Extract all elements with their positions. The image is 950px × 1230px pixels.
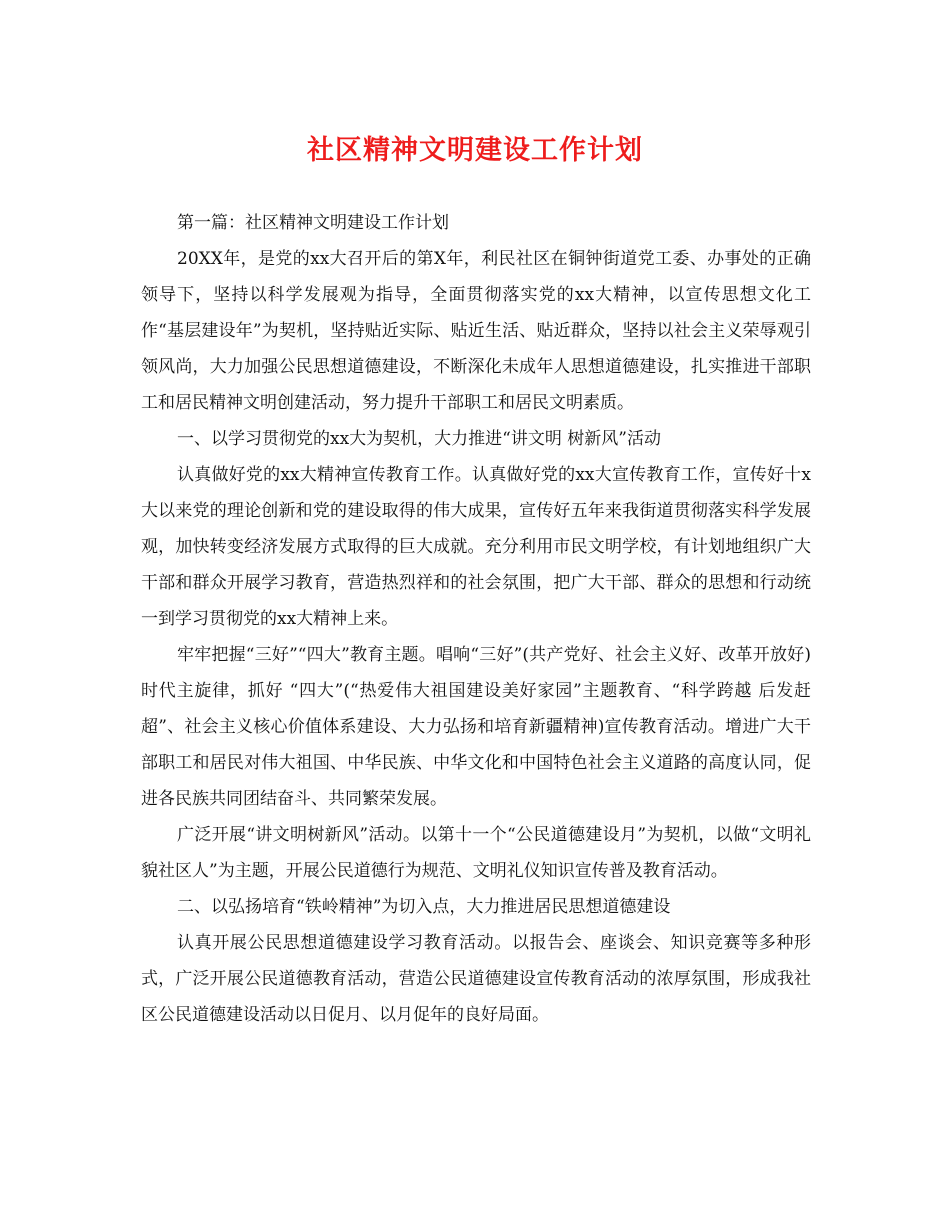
section-heading: 一、以学习贯彻党的xx大为契机，大力推进“讲文明 树新风”活动 <box>177 429 661 449</box>
paragraph: 20XX年，是党的xx大召开后的第X年，利民社区在铜钟街道党工委、办事处的正确领导下，坚持以科学发展观为指导，全面贯彻落实党的xx大精神，以宣传思想文化工作“基层建设年”为契机，坚持贴近实际、贴近生活、贴近群众，坚持以社会主义荣辱观引领风尚，大力加强公民思想道德建设，不断深化未成年人思想道德建设，扎实推进干部职工和居民精神文明创建活动，努力提升干部职工和居民文明素质。 <box>141 249 811 413</box>
paragraph: 认真开展公民思想道德建设学习教育活动。以报告会、座谈会、知识竞赛等多种形式，广泛开展公民道德教育活动，营造公民道德建设宣传教育活动的浓厚氛围，形成我社区公民道德建设活动以日促月、以月促年的良好局面。 <box>141 933 811 1025</box>
document-title: 社区精神文明建设工作计划 <box>307 135 643 166</box>
document-body <box>141 205 811 1033</box>
section-heading: 二、以弘扬培育“铁岭精神”为切入点，大力推进居民思想道德建设 <box>177 897 671 917</box>
paragraph: 牢牢把握“三好”“四大”教育主题。唱响“三好”(共产党好、社会主义好、改革开放好)时代主旋律，抓好 “四大”(“热爱伟大祖国建设美好家园”主题教育、“科学跨越 后发赶超”、社会主义核心价值体系建设、大力弘扬和培育新疆精神)宣传教育活动。增进广大干部职工和居民对伟大祖国、中华民族、中华文化和中国特色社会主义道路的高度认同，促进各民族共同团结奋斗、共同繁荣发展。 <box>141 645 811 809</box>
paragraph: 广泛开展“讲文明树新风”活动。以第十一个“公民道德建设月”为契机，以做“文明礼貌社区人”为主题，开展公民道德行为规范、文明礼仪知识宣传普及教育活动。 <box>141 825 811 881</box>
section-heading: 第一篇：社区精神文明建设工作计划 <box>177 213 449 233</box>
paragraph: 认真做好党的xx大精神宣传教育工作。认真做好党的xx大宣传教育工作，宣传好十x大以来党的理论创新和党的建设取得的伟大成果，宣传好五年来我街道贯彻落实科学发展观，加快转变经济发展方式取得的巨大成就。充分利用市民文明学校，有计划地组织广大干部和群众开展学习教育，营造热烈祥和的社会氛围，把广大干部、群众的思想和行动统一到学习贯彻党的xx大精神上来。 <box>141 465 811 629</box>
